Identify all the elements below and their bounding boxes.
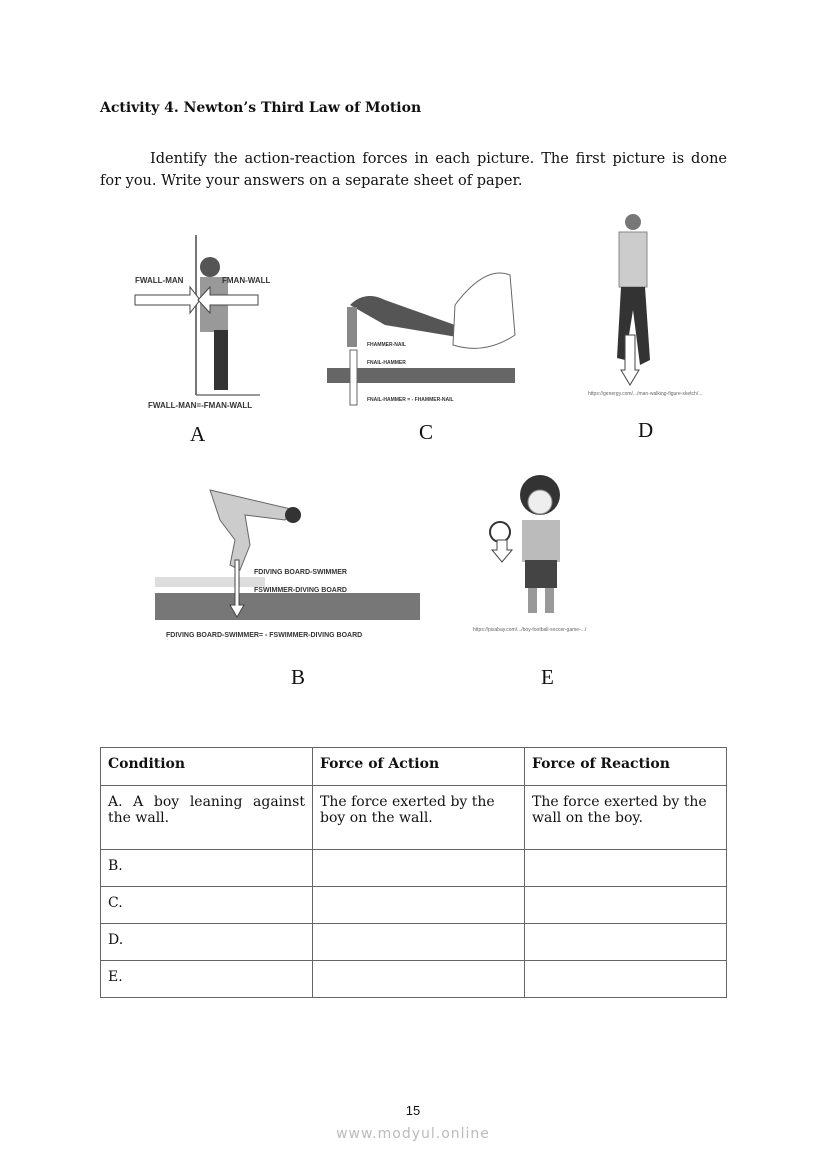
hammer-nail-drawing [325,265,520,410]
label-f-swimmer-board: FSWIMMER-DIVING BOARD [254,587,347,594]
cell-action[interactable] [313,924,525,961]
image-source-d: https://genergy.com/.../man-walking-figure-sketch/... [588,391,703,397]
man-leaning-wall-drawing [130,235,280,415]
equation-c: FNAIL-HAMMER = - FHAMMER-NAIL [367,397,454,403]
label-f-nail-hammer: FNAIL-HAMMER [367,360,406,366]
cell-action: The force exerted by the boy on the wall. [313,786,525,850]
label-f-board-swimmer: FDIVING BOARD-SWIMMER [254,569,347,576]
cell-condition: E. [101,961,313,998]
activity-title: Activity 4. Newton’s Third Law of Motion [100,100,422,116]
cell-condition: D. [101,924,313,961]
equation-a: FWALL-MAN=-FMAN-WALL [148,401,253,410]
cell-condition: A. A boy leaning against the wall. [101,786,313,850]
cell-reaction[interactable] [525,961,727,998]
table-row [101,786,727,850]
header-force-action: Force of Action [313,748,525,786]
page-number: 15 [405,1103,421,1118]
label-f-man-wall: FMAN-WALL [222,276,271,285]
table-row [101,850,727,887]
figure-letter-a: A [190,422,206,446]
figure-letter-e: E [541,665,554,689]
equation-b: FDIVING BOARD-SWIMMER= - FSWIMMER-DIVING BOARD [166,632,363,639]
header-force-reaction: Force of Reaction [525,748,727,786]
cell-action[interactable] [313,961,525,998]
watermark: www.modyul.online [336,1126,490,1142]
figure-letter-c: C [419,420,434,444]
figure-letter-d: D [638,418,654,442]
cell-reaction: The force exerted by the wall on the boy. [525,786,727,850]
man-walking-drawing [595,210,665,390]
cell-condition: C. [101,887,313,924]
answer-table [100,747,727,998]
boy-soccer-ball-drawing [480,470,590,625]
image-source-e: https://pixabay.com/.../boy-football-soccer-game-.../ [473,627,587,633]
figure-letter-b: B [291,665,306,689]
table-row [101,924,727,961]
table-header-row [101,748,727,786]
cell-condition: B. [101,850,313,887]
cell-reaction[interactable] [525,887,727,924]
label-f-hammer-nail: FHAMMER-NAIL [367,342,406,348]
cell-action[interactable] [313,887,525,924]
instructions: Identify the action-reaction forces in each picture. The first picture is done for you. Write your answers on a separate sheet of paper. [100,151,727,189]
header-condition: Condition [101,748,313,786]
cell-reaction[interactable] [525,850,727,887]
cell-reaction[interactable] [525,924,727,961]
cell-action[interactable] [313,850,525,887]
label-f-wall-man: FWALL-MAN [135,276,184,285]
swimmer-diving-drawing [155,485,420,630]
table-row [101,887,727,924]
table-row [101,961,727,998]
